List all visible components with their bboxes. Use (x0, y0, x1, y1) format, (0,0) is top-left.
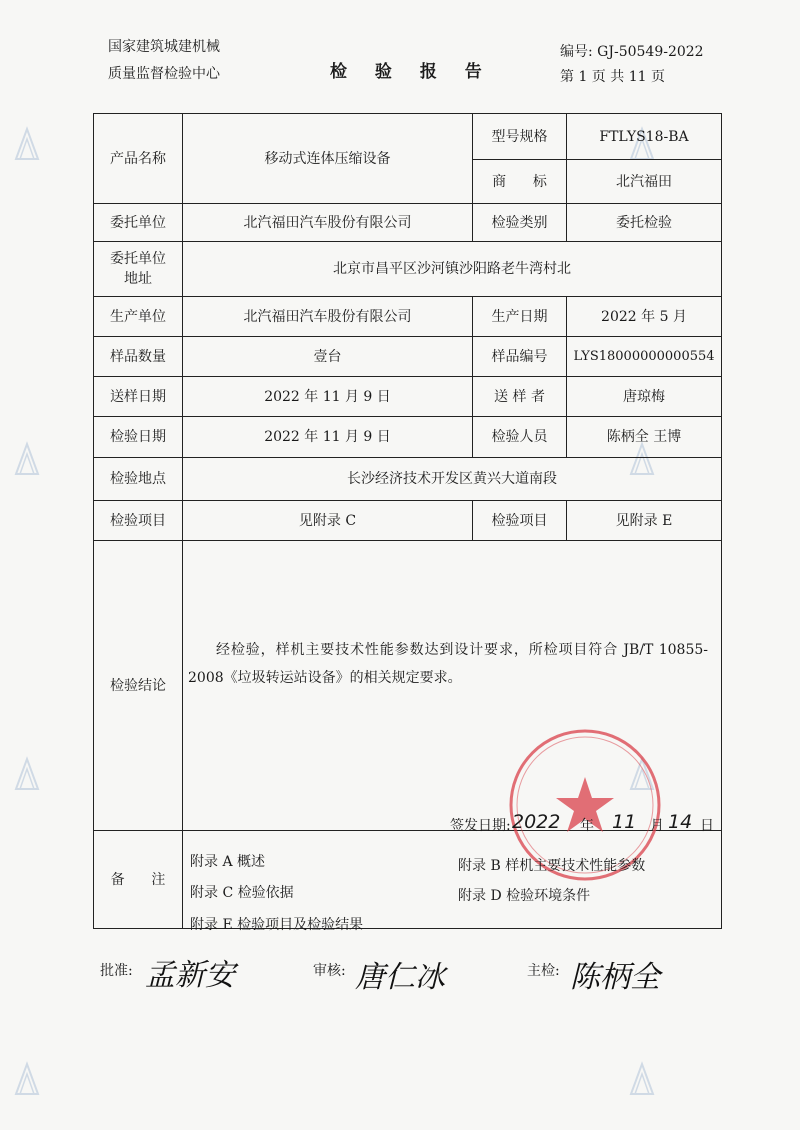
sample-quantity-value: 壹台 (183, 337, 473, 377)
remark-appendix-a: 附录 A 概述 (190, 854, 266, 870)
client-address-label: 委托单位 地址 (94, 242, 183, 297)
conclusion-label: 检验结论 (94, 541, 183, 831)
watermark-logo-icon (10, 125, 44, 165)
inspector-value: 陈柄全 王博 (567, 417, 722, 458)
brand-label: 商 标 (473, 160, 567, 204)
sample-quantity-label: 样品数量 (94, 337, 183, 377)
watermark-logo-icon (10, 1060, 44, 1100)
production-date-value: 2022 年 5 月 (567, 297, 722, 337)
delivery-date-value: 2022 年 11 月 9 日 (183, 377, 473, 417)
chief-label: 主检: (527, 963, 560, 979)
production-date-label: 生产日期 (473, 297, 567, 337)
chief-signature: 陈柄全 (570, 960, 660, 995)
day-unit: 日 (700, 818, 714, 834)
report-code: 编号: GJ-50549-2022 (560, 44, 704, 60)
remarks-label: 备 注 (94, 831, 183, 929)
sample-number-label: 样品编号 (473, 337, 567, 377)
inspection-type-value: 委托检验 (567, 204, 722, 242)
model-value: FTLYS18-BA (567, 114, 722, 160)
inspection-type-label: 检验类别 (473, 204, 567, 242)
sign-date-label: 签发日期: (450, 818, 511, 834)
conclusion-text: 经检验，样机主要技术性能参数达到设计要求，所检项目符合 JB/T 10855-2008《垃圾转运站设备》的相关规定要求。 (188, 642, 708, 686)
inspection-date-label: 检验日期 (94, 417, 183, 458)
location-value: 长沙经济技术开发区黄兴大道南段 (183, 458, 722, 501)
location-label: 检验地点 (94, 458, 183, 501)
approve-signature: 孟新安 (145, 958, 235, 993)
items-label: 检验项目 (94, 501, 183, 541)
org-name-line1: 国家建筑城建机械 (108, 39, 220, 55)
remark-appendix-b: 附录 B 样机主要技术性能参数 (458, 858, 646, 874)
sign-day: 14 (668, 811, 693, 833)
items-right-value: 见附录 E (567, 501, 722, 541)
items-label-right: 检验项目 (473, 501, 567, 541)
client-address-value: 北京市昌平区沙河镇沙阳路老牛湾村北 (183, 242, 722, 297)
sign-month: 11 (612, 811, 637, 833)
remark-appendix-c: 附录 C 检验依据 (190, 885, 294, 901)
sample-number-value: LYS18000000000554 (567, 337, 722, 377)
review-signature: 唐仁冰 (355, 960, 445, 995)
watermark-logo-icon (10, 755, 44, 795)
month-unit: 月 (650, 818, 664, 834)
review-label: 审核: (313, 963, 346, 979)
model-label: 型号规格 (473, 114, 567, 160)
approve-label: 批准: (100, 963, 133, 979)
client-value: 北汽福田汽车股份有限公司 (183, 204, 473, 242)
remark-appendix-d: 附录 D 检验环境条件 (458, 888, 591, 904)
inspection-date-value: 2022 年 11 月 9 日 (183, 417, 473, 458)
manufacturer-label: 生产单位 (94, 297, 183, 337)
product-name-label: 产品名称 (94, 114, 183, 204)
remark-appendix-e: 附录 E 检验项目及检验结果 (190, 917, 364, 933)
items-left-value: 见附录 C (183, 501, 473, 541)
sign-year: 2022 (512, 811, 561, 833)
inspector-label: 检验人员 (473, 417, 567, 458)
org-name-line2: 质量监督检验中心 (108, 66, 220, 82)
manufacturer-value: 北汽福田汽车股份有限公司 (183, 297, 473, 337)
watermark-logo-icon (625, 1060, 659, 1100)
delivery-date-label: 送样日期 (94, 377, 183, 417)
watermark-logo-icon (10, 440, 44, 480)
page-count: 第 1 页 共 11 页 (560, 69, 665, 85)
sender-label: 送 样 者 (473, 377, 567, 417)
product-name-value: 移动式连体压缩设备 (183, 114, 473, 204)
report-title: 检 验 报 告 (330, 62, 493, 82)
year-unit: 年 (580, 818, 594, 834)
client-label: 委托单位 (94, 204, 183, 242)
brand-value: 北汽福田 (567, 160, 722, 204)
sender-value: 唐琼梅 (567, 377, 722, 417)
